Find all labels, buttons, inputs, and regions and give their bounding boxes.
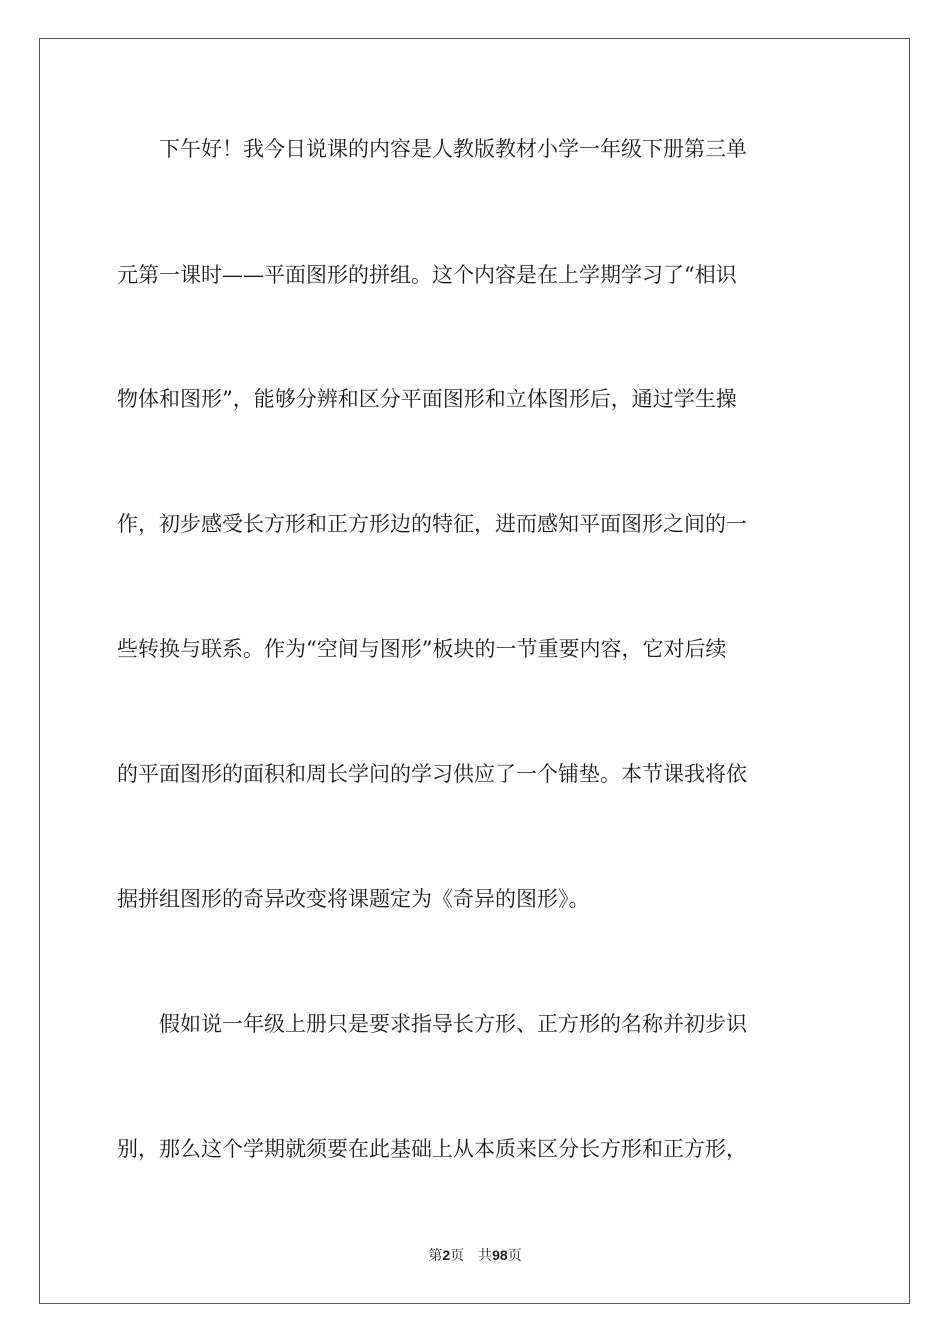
body-line-2: 元第一课时——平面图形的拼组。这个内容是在上学期学习了“相识 — [117, 263, 737, 287]
body-line-5: 些转换与联系。作为“空间与图形”板块的一节重要内容，它对后续 — [117, 637, 727, 661]
footer-total-pages: 98 — [492, 1247, 508, 1263]
footer-page-number: 2 — [442, 1247, 451, 1263]
body-line-6: 的平面图形的面积和周长学问的学习供应了一个铺垫。本节课我将依 — [117, 762, 747, 786]
body-line-7: 据拼组图形的奇异改变将课题定为《奇异的图形》。 — [117, 887, 590, 911]
body-line-1: 下午好！我今日说课的内容是人教版教材小学一年级下册第三单 — [117, 137, 747, 161]
footer-total-suffix: 页 — [507, 1248, 522, 1264]
body-line-9: 别，那么这个学期就须要在此基础上从本质来区分长方形和正方形， — [117, 1137, 747, 1161]
page-border — [39, 38, 910, 1304]
footer-total-prefix: 共 — [478, 1248, 493, 1264]
body-line-3: 物体和图形”，能够分辨和区分平面图形和立体图形后，通过学生操 — [117, 387, 737, 411]
page-footer — [0, 1246, 950, 1265]
footer-page-suffix: 页 — [450, 1248, 465, 1264]
footer-page-prefix: 第 — [428, 1248, 443, 1264]
body-line-4: 作，初步感受长方形和正方形边的特征，进而感知平面图形之间的一 — [117, 512, 747, 536]
body-line-8: 假如说一年级上册只是要求指导长方形、正方形的名称并初步识 — [117, 1012, 747, 1036]
